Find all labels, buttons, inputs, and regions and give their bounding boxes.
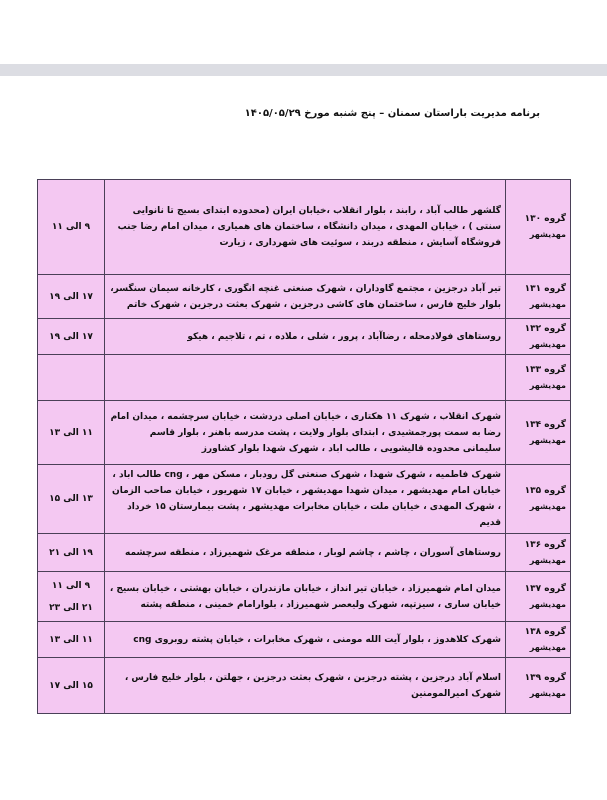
time-cell xyxy=(38,401,105,465)
group-name: گروه ۱۳۶ xyxy=(524,539,566,550)
group-name: گروه ۱۳۱ xyxy=(524,283,566,294)
time-slot: ۹ الی ۱۱ xyxy=(51,580,91,591)
schedule-table xyxy=(37,179,571,714)
group-name: گروه ۱۳۲ xyxy=(524,323,566,334)
area-cell: میدان امام شهمیرزاد ، خیابان تیر انداز ، خیابان مازندران ، خیابان بهشتی ، خیابان بسیج ، خیابان ساری ، سیزتپه، شهرک ولیعصر شهمیرزاد ، بلوارامام خمینی ، منطقه پشته xyxy=(105,572,506,622)
table-row xyxy=(38,534,571,572)
time-cell xyxy=(38,319,105,355)
group-city: مهدیشهر xyxy=(529,502,566,511)
time-cell xyxy=(38,534,105,572)
time-cell xyxy=(38,180,105,275)
group-name: گروه ۱۳۹ xyxy=(524,672,566,683)
time-cell xyxy=(38,355,105,401)
group-cell xyxy=(506,180,571,275)
area-cell xyxy=(105,355,506,401)
group-cell xyxy=(506,465,571,534)
table-row xyxy=(38,355,571,401)
group-name: گروه ۱۳۳ xyxy=(524,364,566,375)
time-slot: ۱۱ الی ۱۳ xyxy=(49,427,93,438)
time-cell xyxy=(38,622,105,658)
area-cell: روستاهای فولادمحله ، رضاآباد ، پرور ، شلی ، ملاده ، تم ، تلاجیم ، هیکو xyxy=(105,319,506,355)
area-cell: شهرک انقلاب ، شهرک ۱۱ هکتاری ، خیابان اصلی دردشت ، خیابان سرچشمه ، میدان امام رضا به سمت پورجمشیدی ، ابتدای بلوار ولایت ، پشت مدرسه باهنر ، بلوار قاسم سلیمانی محدوده قالیشویی ، طالب اباد ، شهرک شهدا بلوار کشاورز xyxy=(105,401,506,465)
page-title: برنامه مدیریت باراستان سمنان – پنج شنبه مورخ ۱۴۰۵/۰۵/۲۹ xyxy=(244,108,540,119)
time-cell xyxy=(38,572,105,622)
area-cell: روستاهای آسوران ، چاشم ، چاشم لوبار ، منطقه مرغک شهمیرزاد ، منطقه سرچشمه xyxy=(105,534,506,572)
time-cell xyxy=(38,658,105,714)
table-row xyxy=(38,572,571,622)
group-city: مهدیشهر xyxy=(529,435,566,445)
group-name: گروه ۱۳۴ xyxy=(524,419,566,430)
group-city: مهدیشهر xyxy=(529,688,566,698)
time-slot: ۲۱ الی ۲۳ xyxy=(49,602,93,613)
group-name: گروه ۱۳۵ xyxy=(524,486,566,496)
area-cell: تیر آباد درجزین ، مجتمع گاوداران ، شهرک صنعتی غنچه انگوری ، کارخانه سیمان سنگسر، بلوار خلیج فارس ، ساختمان های کاشی درجزین ، شهرک بعثت درجزین ، شهرک خاتم xyxy=(105,275,506,319)
table-row xyxy=(38,622,571,658)
top-band xyxy=(0,64,607,76)
area-cell: شهرک فاطمیه ، شهرک شهدا ، شهرک صنعتی گل رودبار ، مسکن مهر ، cng طالب اباد ، خیابان امام مهدیشهر ، میدان شهدا مهدیشهر ، خیابان ۱۷ شهریور ، خیابان صاحب الزمان ، شهرک المهدی ، خیابان ملت ، خیابان مخابرات مهدیشهر ، پشت بیمارستان ۱۵ خرداد قدیم xyxy=(105,465,506,534)
time-slot: ۱۳ الی ۱۵ xyxy=(49,494,93,504)
group-cell xyxy=(506,401,571,465)
group-city: مهدیشهر xyxy=(529,299,566,309)
group-city: مهدیشهر xyxy=(529,599,566,609)
time-slot: ۱۷ الی ۱۹ xyxy=(49,291,93,302)
group-city: مهدیشهر xyxy=(529,230,566,239)
group-name: گروه ۱۳۸ xyxy=(524,626,566,637)
area-cell: اسلام آباد درجزین ، پشته درجزین ، شهرک بعثت درجزین ، جهلتن ، بلوار خلیج فارس ، شهرک امیرالمومنین xyxy=(105,658,506,714)
table-row xyxy=(38,658,571,714)
time-slot: ۹ الی ۱۱ xyxy=(51,222,91,232)
group-cell xyxy=(506,572,571,622)
group-city: مهدیشهر xyxy=(529,642,566,652)
group-cell xyxy=(506,355,571,401)
group-name: گروه ۱۳۰ xyxy=(524,214,566,224)
time-cell xyxy=(38,275,105,319)
time-slot: ۱۵ الی ۱۷ xyxy=(49,680,93,691)
table-row xyxy=(38,465,571,534)
group-cell xyxy=(506,319,571,355)
table-row xyxy=(38,319,571,355)
group-city: مهدیشهر xyxy=(529,339,566,349)
group-cell xyxy=(506,622,571,658)
area-cell: گلشهر طالب آباد ، رابند ، بلوار انقلاب ،خیابان ایران (محدوده ابتدای بسیج تا نانوایی سنتی ) ، خیابان المهدی ، میدان دانشگاه ، ساختمان های همیاری ، میدان امام رضا جنب فروشگاه آسایش ، منطقه دربند ، سوئیت های شهرداری ، زیارت xyxy=(105,180,506,275)
group-cell xyxy=(506,275,571,319)
time-slot: ۱۷ الی ۱۹ xyxy=(49,331,93,342)
time-slot: ۱۱ الی ۱۳ xyxy=(49,634,93,645)
group-city: مهدیشهر xyxy=(529,555,566,565)
table-row xyxy=(38,180,571,275)
table-row xyxy=(38,401,571,465)
group-name: گروه ۱۳۷ xyxy=(524,583,566,594)
group-city: مهدیشهر xyxy=(529,380,566,390)
group-cell xyxy=(506,658,571,714)
time-slot: ۱۹ الی ۲۱ xyxy=(49,547,93,558)
area-cell: شهرک کلاهدوز ، بلوار آیت الله مومنی ، شهرک مخابرات ، خیابان پشته روبروی cng xyxy=(105,622,506,658)
table-row xyxy=(38,275,571,319)
group-cell xyxy=(506,534,571,572)
time-cell xyxy=(38,465,105,534)
